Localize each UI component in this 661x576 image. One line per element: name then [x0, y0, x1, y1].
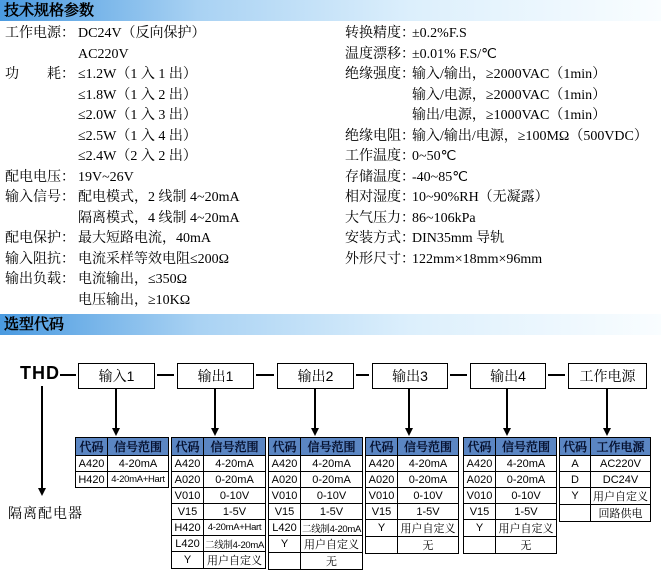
spec-label: 外形尺寸： [345, 251, 415, 267]
table-row [269, 456, 363, 472]
table-header-cell: 信号范围 [301, 438, 363, 456]
table-header-row [269, 438, 363, 456]
range-cell: 0-20mA [301, 472, 363, 488]
spec-values [412, 229, 659, 250]
selection-table-power [559, 437, 651, 522]
spec-value-line: ≤2.4W（2 入 2 出） [78, 149, 197, 164]
code-cell: V010 [366, 488, 398, 504]
code-cell: A [560, 456, 591, 472]
range-cell: 二线制4-20mA [204, 536, 266, 552]
spec-value-line: 输出/电源，≥1000VAC（1min） [412, 108, 607, 123]
spec-values [412, 147, 659, 168]
arrow-line [214, 389, 216, 428]
spec-item [345, 24, 659, 45]
range-cell: 0-10V [301, 488, 363, 504]
selection-code-diagram [0, 336, 661, 576]
range-cell: 1-5V [398, 504, 459, 520]
spec-values [412, 209, 659, 230]
code-box-output3: 输出3 [372, 363, 448, 389]
spec-values [412, 24, 659, 45]
range-cell: 1-5V [301, 504, 363, 520]
code-cell: Y [269, 536, 301, 553]
spec-label: 输出负载： [5, 272, 75, 287]
prefix-arrow-down-icon [38, 488, 46, 496]
section-title-selection-text: 选型代码 [4, 316, 65, 333]
code-cell: V15 [366, 504, 398, 520]
specs-right-column [345, 24, 659, 270]
range-cell: 二线制4-20mA [301, 520, 363, 536]
connector-dash [548, 374, 565, 376]
table-header-cell: 代码 [464, 438, 496, 456]
spec-value-line: ±0.2%F.S [412, 26, 467, 41]
spec-label: 安装方式： [345, 231, 415, 246]
spec-item [5, 229, 335, 250]
table-header-row [76, 438, 169, 456]
code-cell: Y [366, 520, 398, 537]
range-cell: 无 [301, 553, 363, 570]
table-row [172, 552, 266, 569]
table-header-cell: 信号范围 [204, 438, 266, 456]
table-row [464, 537, 557, 554]
code-cell: V010 [269, 488, 301, 504]
table-row [464, 520, 557, 537]
spec-label: 功 耗： [5, 67, 75, 82]
code-box-input1: 输入1 [78, 363, 155, 389]
spec-value-line: 电流输出，≤350Ω [78, 272, 188, 287]
section-title-selection [0, 314, 661, 335]
prefix-arrow-line [41, 386, 43, 488]
table-row [172, 488, 266, 504]
spec-label: 存储温度： [345, 169, 415, 185]
range-cell: 0-10V [398, 488, 459, 504]
spec-label: 输入信号： [5, 190, 75, 205]
connector-dash [60, 374, 76, 376]
spec-label: 配电电压： [5, 169, 75, 185]
table-row [366, 537, 459, 554]
table-row [172, 472, 266, 488]
range-cell: 4-20mA+Hart [204, 520, 266, 536]
spec-item [345, 127, 659, 148]
table-header-cell: 代码 [172, 438, 204, 456]
connector-dash [256, 374, 274, 376]
spec-values [412, 127, 659, 148]
table-row [76, 456, 169, 472]
table-header-row [464, 438, 557, 456]
spec-item [5, 188, 335, 229]
spec-value-line: ≤2.5W（1 入 4 出） [78, 128, 197, 144]
code-cell [366, 537, 398, 554]
code-cell: A420 [464, 456, 496, 472]
spec-label: 工作温度： [345, 149, 415, 164]
range-cell: 用户自定义 [591, 488, 651, 505]
code-cell [464, 537, 496, 554]
arrow-down-icon [112, 428, 120, 436]
code-cell: H420 [172, 520, 204, 536]
code-cell: Y [560, 488, 591, 505]
arrow-down-icon [603, 428, 611, 436]
spec-value-line: AC220V [78, 46, 129, 62]
spec-item [5, 250, 335, 271]
table-header-row [560, 438, 651, 456]
selection-table-output4 [463, 437, 557, 554]
spec-values [412, 65, 659, 127]
spec-value-line: 86~106kPa [412, 210, 476, 226]
table-row [464, 488, 557, 504]
table-row [366, 488, 459, 504]
spec-value-line: 电流采样等效电阻≤200Ω [78, 251, 230, 267]
spec-value-line: -40~85℃ [412, 169, 468, 185]
code-cell: V15 [269, 504, 301, 520]
code-cell: A020 [464, 472, 496, 488]
spec-item [345, 168, 659, 189]
range-cell: 用户自定义 [496, 520, 557, 537]
table-row [560, 505, 651, 522]
range-cell: 1-5V [496, 504, 557, 520]
spec-values [412, 250, 659, 271]
code-box-output1: 输出1 [177, 363, 254, 389]
spec-label: 配电保护： [5, 231, 75, 246]
code-box-power: 工作电源 [568, 363, 647, 389]
model-prefix-note: 隔离配电器 [8, 507, 83, 522]
table-row [366, 504, 459, 520]
table-row [269, 553, 363, 570]
range-cell: 0-20mA [398, 472, 459, 488]
code-cell: V010 [172, 488, 204, 504]
spec-values [78, 65, 335, 168]
selection-table-output3 [365, 437, 459, 554]
code-cell: L420 [269, 520, 301, 536]
table-header-cell: 代码 [560, 438, 591, 456]
table-row [269, 520, 363, 536]
range-cell: 用户自定义 [301, 536, 363, 553]
range-cell: 无 [496, 537, 557, 554]
range-cell: 用户自定义 [204, 552, 266, 569]
spec-value-line: DC24V（反向保护） [78, 26, 206, 41]
spec-item [5, 65, 335, 168]
code-cell: V15 [172, 504, 204, 520]
spec-value-line: ≤2.0W（1 入 3 出） [78, 108, 197, 123]
spec-item [345, 250, 659, 271]
model-prefix: THD [20, 363, 60, 383]
spec-value-line: ≤1.8W（1 入 2 出） [78, 87, 197, 103]
connector-dash [356, 374, 369, 376]
spec-value-line: 122mm×18mm×96mm [412, 251, 543, 267]
table-row [464, 456, 557, 472]
spec-value-line: 隔离模式，4 线制 4~20mA [78, 210, 240, 226]
table-row [366, 520, 459, 537]
table-row [560, 456, 651, 472]
range-cell: 4-20mA+Hart [108, 472, 169, 488]
selection-table-output2 [268, 437, 363, 570]
table-header-cell: 信号范围 [108, 438, 169, 456]
arrow-line [408, 389, 410, 428]
code-cell: D [560, 472, 591, 488]
spec-label: 大气压力： [345, 210, 415, 226]
spec-value-line: 19V~26V [78, 169, 134, 185]
code-cell: A020 [269, 472, 301, 488]
code-cell: H420 [76, 472, 108, 488]
spec-values [78, 24, 335, 65]
spec-value-line: ≤1.2W（1 入 1 出） [78, 67, 197, 82]
range-cell: 1-5V [204, 504, 266, 520]
code-cell: A020 [172, 472, 204, 488]
table-row [269, 488, 363, 504]
table-header-cell: 代码 [76, 438, 108, 456]
spec-item [345, 45, 659, 66]
spec-values [412, 168, 659, 189]
range-cell: 0-20mA [496, 472, 557, 488]
table-row [560, 472, 651, 488]
spec-value-line: DIN35mm 导轨 [412, 231, 505, 246]
code-box-output4: 输出4 [470, 363, 546, 389]
range-cell: 4-20mA [204, 456, 266, 472]
spec-values [78, 270, 335, 311]
range-cell: DC24V [591, 472, 651, 488]
code-cell: Y [464, 520, 496, 537]
table-header-cell: 信号范围 [398, 438, 459, 456]
table-row [269, 536, 363, 553]
arrow-down-icon [211, 428, 219, 436]
spec-values [78, 188, 335, 229]
table-row [366, 472, 459, 488]
spec-value-line: 输入/电源，≥2000VAC（1min） [412, 87, 607, 103]
table-row [269, 472, 363, 488]
range-cell: 4-20mA [108, 456, 169, 472]
code-cell [560, 505, 591, 522]
spec-values [78, 229, 335, 250]
spec-value-line: 电压输出，≥10KΩ [78, 292, 191, 308]
table-row [172, 520, 266, 536]
selection-table-output1 [171, 437, 266, 569]
spec-value-line: 输入/输出，≥2000VAC（1min） [412, 67, 607, 82]
spec-value-line: ±0.01% F.S/℃ [412, 46, 497, 62]
table-header-row [366, 438, 459, 456]
table-header-cell: 工作电源 [591, 438, 651, 456]
code-cell: Y [172, 552, 204, 569]
range-cell: 无 [398, 537, 459, 554]
connector-dash [157, 374, 174, 376]
spec-values [78, 168, 335, 189]
specs-left-column [5, 24, 335, 311]
code-cell: L420 [172, 536, 204, 552]
table-row [76, 472, 169, 488]
arrow-down-icon [311, 428, 319, 436]
table-header-cell: 代码 [269, 438, 301, 456]
code-cell: A420 [172, 456, 204, 472]
spec-item [5, 168, 335, 189]
table-header-row [172, 438, 266, 456]
code-cell: A420 [366, 456, 398, 472]
code-cell: A420 [76, 456, 108, 472]
arrow-line [314, 389, 316, 428]
range-cell: 4-20mA [398, 456, 459, 472]
code-cell: V010 [464, 488, 496, 504]
spec-values [412, 45, 659, 66]
arrow-line [506, 389, 508, 428]
table-row [366, 456, 459, 472]
arrow-down-icon [405, 428, 413, 436]
spec-item [345, 65, 659, 127]
spec-values [78, 250, 335, 271]
spec-label: 工作电源： [5, 26, 75, 41]
arrow-down-icon [503, 428, 511, 436]
range-cell: 0-20mA [204, 472, 266, 488]
section-title-specs [0, 0, 661, 21]
range-cell: 用户自定义 [398, 520, 459, 537]
table-row [560, 488, 651, 505]
spec-label: 温度漂移： [345, 46, 415, 62]
connector-dash [450, 374, 467, 376]
table-header-cell: 代码 [366, 438, 398, 456]
range-cell: 4-20mA [496, 456, 557, 472]
spec-label: 绝缘强度： [345, 67, 415, 82]
table-row [172, 504, 266, 520]
spec-values [412, 188, 659, 209]
spec-item [5, 270, 335, 311]
arrow-line [606, 389, 608, 428]
range-cell: 0-10V [496, 488, 557, 504]
section-title-specs-text: 技术规格参数 [4, 2, 95, 19]
spec-value-line: 最大短路电流，40mA [78, 231, 211, 246]
spec-label: 转换精度： [345, 26, 415, 41]
spec-item [345, 188, 659, 209]
table-row [464, 504, 557, 520]
spec-value-line: 10~90%RH（无凝露） [412, 190, 549, 205]
spec-value-line: 配电模式，2 线制 4~20mA [78, 190, 240, 205]
spec-value-line: 0~50℃ [412, 149, 457, 164]
table-row [172, 456, 266, 472]
spec-item [5, 24, 335, 65]
table-row [464, 472, 557, 488]
spec-label: 相对湿度： [345, 190, 415, 205]
spec-item [345, 209, 659, 230]
code-cell: V15 [464, 504, 496, 520]
table-row [172, 536, 266, 552]
selection-table-input1 [75, 437, 169, 488]
spec-label: 输入阻抗： [5, 251, 75, 267]
code-cell: A020 [366, 472, 398, 488]
spec-label: 绝缘电阻： [345, 128, 415, 144]
range-cell: 4-20mA [301, 456, 363, 472]
spec-value-line: 输入/输出/电源，≥100MΩ（500VDC） [412, 128, 648, 144]
spec-item [345, 147, 659, 168]
table-row [269, 504, 363, 520]
arrow-line [115, 389, 117, 428]
code-cell [269, 553, 301, 570]
code-cell: A420 [269, 456, 301, 472]
range-cell: AC220V [591, 456, 651, 472]
range-cell: 回路供电 [591, 505, 651, 522]
spec-item [345, 229, 659, 250]
code-box-output2: 输出2 [277, 363, 354, 389]
range-cell: 0-10V [204, 488, 266, 504]
table-header-cell: 信号范围 [496, 438, 557, 456]
